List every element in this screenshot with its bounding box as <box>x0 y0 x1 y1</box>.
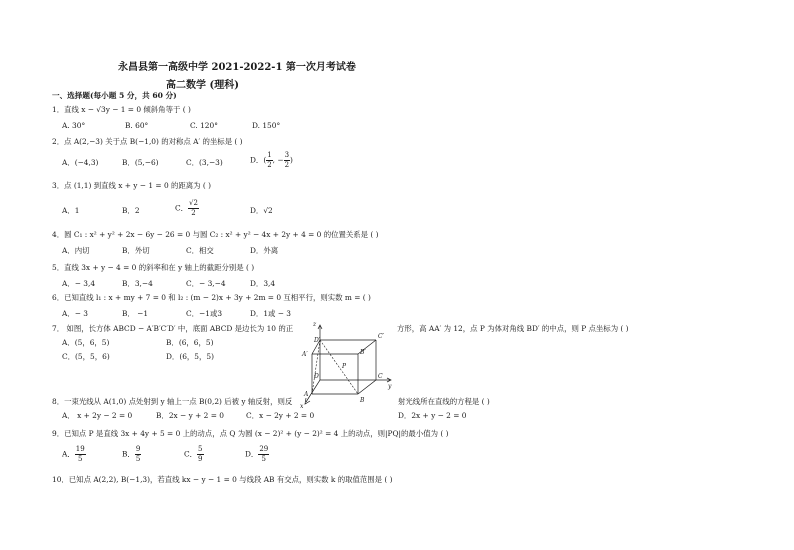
question-4-option-c: C．相交 <box>186 246 214 255</box>
question-7-stem-right: 方形，高 AA′ 为 12，点 P 为体对角线 BD′ 的中点，则 P 点坐标为 ( ) <box>397 324 629 333</box>
q2d-den1: 2 <box>267 161 272 169</box>
question-3-option-a: A．1 <box>62 206 80 215</box>
question-5-option-c: C．− 3,−4 <box>186 279 226 288</box>
label-b1: B′ <box>360 349 366 356</box>
question-6-option-d: D．1或 − 3 <box>250 309 292 318</box>
question-9-option-b <box>122 446 141 463</box>
question-8-option-d: D．2x + y − 2 = 0 <box>398 411 467 420</box>
question-2-stem: 2．点 A(2,−3) 关于点 B(−1,0) 的对称点 A′ 的坐标是 ( ) <box>52 137 243 146</box>
question-8-stem-left: 8．一束光线从 A(1,0) 点处射到 y 轴上一点 B(0,2) 后被 y 轴反射，则反 <box>52 397 293 406</box>
question-9-option-d <box>245 446 269 463</box>
exam-title: 永昌县第一高级中学 2021-2022-1 第一次月考试卷 <box>118 62 356 73</box>
label-d1: D′ <box>314 337 321 344</box>
question-3-option-d: D．√2 <box>250 206 273 215</box>
q2d-num1: 1 <box>267 151 272 159</box>
question-8-option-b: B．2x − y + 2 = 0 <box>156 411 224 420</box>
label-y: y <box>388 383 392 390</box>
question-9-option-c <box>184 446 204 463</box>
section-heading: 一、选择题(每小题 5 分，共 60 分) <box>52 91 177 100</box>
q9d-frac <box>258 446 269 463</box>
q3c-prefix: C． <box>175 203 189 213</box>
label-a1: A′ <box>302 351 308 358</box>
question-9-option-a <box>62 446 86 463</box>
q9c-prefix: C． <box>184 449 198 459</box>
question-4-option-b: B．外切 <box>122 246 150 255</box>
question-7-option-a: A．(5，6，5) <box>62 338 110 347</box>
q2d-sep: , − <box>272 155 284 165</box>
question-5-option-a: A．− 3,4 <box>62 279 96 288</box>
q9d-den: 5 <box>261 455 267 463</box>
question-9-stem: 9．已知点 P 是直线 3x + 4y + 5 = 0 上的动点，点 Q 为圆 (x − 2)² + (y − 2)² = 4 上的动点，则|PQ|的最小值为 ( ) <box>52 429 449 438</box>
question-1-stem: 1．直线 x − √3y − 1 = 0 倾斜角等于 ( ) <box>52 105 191 114</box>
question-1-option-c: C. 120° <box>190 121 218 130</box>
label-c: C <box>378 373 383 380</box>
q3c-num: √2 <box>189 199 198 207</box>
q9a-frac <box>75 446 86 463</box>
cuboid-figure <box>300 318 396 410</box>
q9c-den: 9 <box>198 455 203 463</box>
label-d: D <box>314 373 319 380</box>
question-2-option-b: B．(5,−6) <box>122 158 159 167</box>
q9a-den: 5 <box>77 455 83 463</box>
question-5-stem: 5．直线 3x + y − 4 = 0 的斜率和在 y 轴上的截距分别是 ( ) <box>52 263 255 272</box>
label-b: B <box>360 397 365 404</box>
q9c-frac <box>197 446 203 463</box>
question-8-option-c: C．x − 2y + 2 = 0 <box>246 411 315 420</box>
question-3-stem: 3．点 (1,1) 到直线 x + y − 1 = 0 的距离为 ( ) <box>52 181 212 190</box>
question-1-option-b: B. 60° <box>125 121 149 130</box>
diagonal-bd1 <box>320 340 358 394</box>
q3c-den: 2 <box>191 209 196 217</box>
question-2-option-a: A．(−4,3) <box>62 158 99 167</box>
question-6-option-c: C．−1或3 <box>186 309 223 318</box>
question-8-stem-right: 射光线所在直线的方程是 ( ) <box>398 397 490 406</box>
question-8-option-a: A． x + 2y − 2 = 0 <box>62 411 133 420</box>
question-4-stem: 4．圆 C₁ : x² + y² + 2x − 6y − 26 = 0 与圆 C₂ : x² + y² − 4x + 2y + 4 = 0 的位置关系是 ( ) <box>52 230 379 239</box>
q9b-frac <box>135 446 141 463</box>
question-4-option-d: D．外离 <box>250 246 279 255</box>
question-5-option-d: D．3,4 <box>250 279 276 288</box>
question-1-option-a: A. 30° <box>62 121 86 130</box>
label-x: x <box>300 403 304 410</box>
question-4-option-a: A．内切 <box>62 246 90 255</box>
question-7-stem-left: 7． 如图，长方体 ABCD − A′B′C′D′ 中，底面 ABCD 是边长为 10 的正 <box>52 324 294 333</box>
question-7-option-c: C．(5，5，6) <box>62 352 110 361</box>
question-2-option-d <box>250 152 293 169</box>
exam-subtitle: 高二数学 (理科) <box>166 80 239 91</box>
x-arrow <box>305 398 310 404</box>
label-p: P <box>342 363 347 370</box>
q9a-num: 19 <box>75 445 85 453</box>
q9b-prefix: B． <box>122 449 135 459</box>
question-5-option-b: B．3,−4 <box>122 279 153 288</box>
label-c1: C′ <box>378 333 384 340</box>
question-10-stem: 10．已知点 A(2,2), B(−1,3)，若直线 kx − y − 1 = 0 与线段 AB 有交点，则实数 k 的取值范围是 ( ) <box>52 475 393 484</box>
q2d-prefix: D．( <box>250 155 267 165</box>
q2d-num2: 3 <box>284 151 290 159</box>
q9b-den: 5 <box>135 455 141 463</box>
q9d-prefix: D． <box>245 449 259 459</box>
question-2-option-c: C．(3,−3) <box>186 158 223 167</box>
q2d-den2: 2 <box>284 161 290 169</box>
label-z: z <box>313 321 317 328</box>
question-3-option-c <box>175 200 199 217</box>
q3c-frac <box>188 200 199 217</box>
q9d-num: 29 <box>259 445 269 453</box>
question-3-option-b: B．2 <box>122 206 140 215</box>
q2d-suffix: ) <box>290 155 293 165</box>
q9b-num: 9 <box>135 445 141 453</box>
q9a-prefix: A． <box>62 449 75 459</box>
question-6-option-b: B． −1 <box>122 309 149 318</box>
question-7-option-b: B．(6，6，5) <box>166 338 214 347</box>
q9c-num: 5 <box>198 445 203 453</box>
question-6-stem: 6．已知直线 l₁ : x + my + 7 = 0 和 l₂ : (m − 2)x + 3y + 2m = 0 互相平行，则实数 m = ( ) <box>52 293 371 302</box>
question-6-option-a: A．− 3 <box>62 309 88 318</box>
question-1-option-d: D. 150° <box>252 121 281 130</box>
label-a: A <box>304 391 309 398</box>
question-7-option-d: D．(6，5，5) <box>166 352 214 361</box>
